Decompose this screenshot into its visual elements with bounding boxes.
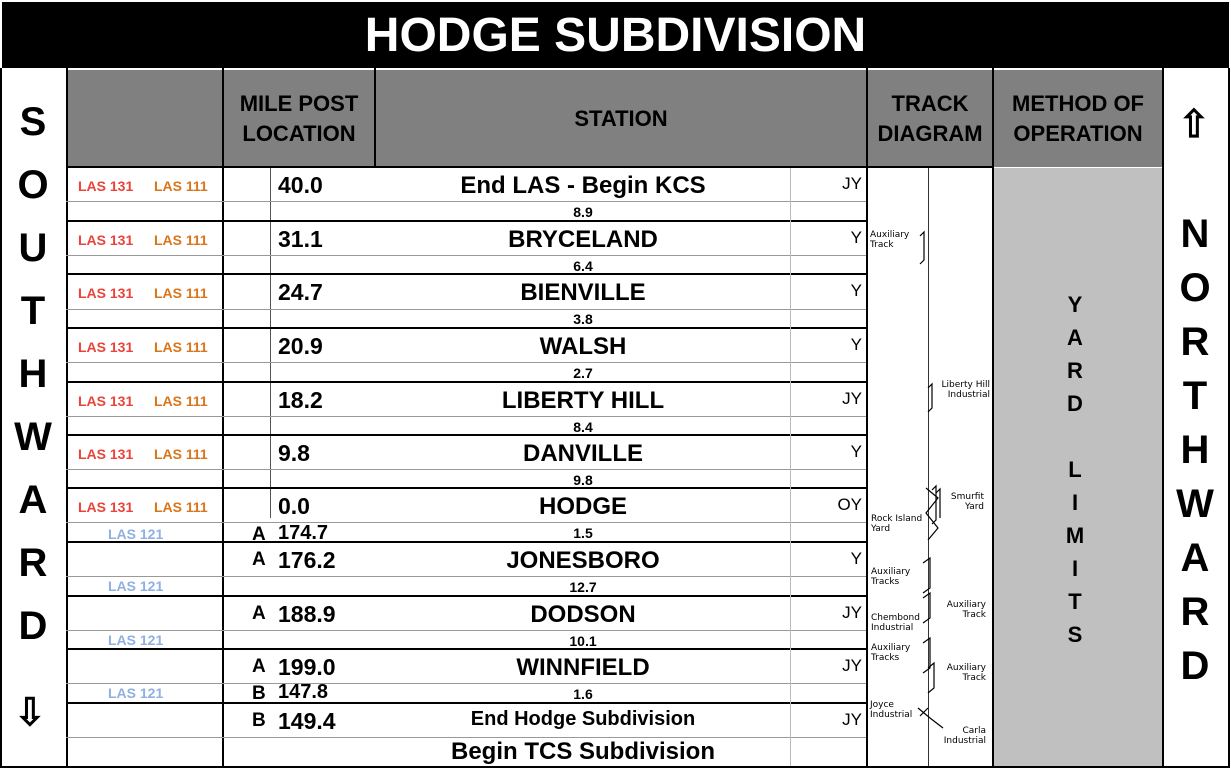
station-code: Y	[850, 549, 862, 568]
col-divider	[66, 68, 68, 768]
mile-post: 176.2	[278, 547, 336, 573]
station-code: Y	[850, 442, 862, 461]
col-divider	[1162, 68, 1164, 768]
las-ref: LAS 131	[78, 339, 134, 355]
track-label: Liberty Hill Industrial	[941, 380, 990, 400]
station-code: JY	[842, 710, 862, 729]
header-method	[994, 70, 1162, 167]
station-name: HODGE	[538, 493, 627, 520]
mile-post: 188.9	[278, 601, 336, 627]
station-name: End Hodge Subdivision	[470, 708, 696, 730]
distance: 12.7	[569, 579, 597, 595]
las-ref: LAS 131	[78, 499, 134, 515]
mp-prefix: B	[252, 710, 266, 731]
mile-post: 199.0	[278, 654, 336, 680]
distance: 10.1	[569, 633, 597, 649]
las-ref: LAS 111	[154, 499, 208, 515]
mp-prefix: A	[252, 603, 266, 624]
distance: 9.8	[573, 472, 593, 488]
northward-letter: A	[1180, 536, 1210, 580]
yard-limits-letter: M	[1065, 523, 1085, 548]
header-track-diagram-label: TRACK DIAGRAM	[877, 90, 983, 146]
station-code: OY	[837, 495, 862, 514]
track-label: Auxiliary Tracks	[871, 567, 911, 587]
sub-line	[66, 201, 866, 202]
sub-line	[66, 362, 866, 363]
mile-post: 149.4	[278, 708, 336, 734]
track-siding	[918, 708, 943, 728]
station-code: JY	[842, 603, 862, 622]
station-name: WALSH	[539, 333, 627, 360]
mp-prefix: A	[252, 524, 266, 545]
track-label: Auxiliary Track	[946, 600, 986, 620]
header-mile-post	[224, 70, 374, 167]
station-name: DODSON	[530, 601, 636, 628]
southward-letter: R	[18, 541, 48, 585]
northward-letter: W	[1176, 482, 1214, 526]
mile-post: 9.8	[278, 440, 310, 466]
code-divider	[790, 168, 791, 766]
sub-line	[66, 416, 866, 417]
las-ref: LAS 131	[78, 285, 134, 301]
yard-limits-letter: T	[1068, 589, 1082, 614]
track-label: Auxiliary Track	[870, 230, 910, 250]
border-right	[1228, 68, 1230, 768]
las-ref: LAS 111	[154, 339, 208, 355]
northward-letter: R	[1180, 320, 1210, 364]
sub-line	[66, 255, 866, 256]
mp-prefix: A	[252, 656, 266, 677]
las-ref: LAS 111	[154, 178, 208, 194]
row-line	[66, 541, 868, 543]
header-method-label: METHOD OF OPERATION	[1012, 90, 1144, 146]
yard-limits-letter: S	[1067, 622, 1083, 647]
track-label: Joyce Industrial	[870, 700, 913, 720]
las-ref: LAS 131	[78, 393, 134, 409]
las-ref: LAS 111	[154, 285, 208, 301]
mile-post: 147.8	[278, 681, 329, 703]
border-bottom	[0, 766, 1230, 768]
station-name: BIENVILLE	[520, 279, 646, 306]
track-label: Auxiliary Track	[946, 663, 986, 683]
yard-limits-letter: I	[1071, 490, 1079, 515]
yard-limits-letter: L	[1068, 457, 1082, 482]
header-station: STATION	[376, 70, 866, 167]
distance: 8.9	[573, 204, 593, 220]
row-line	[66, 595, 868, 597]
track-label: Chembond Industrial	[871, 613, 920, 633]
distance: 2.7	[573, 365, 593, 381]
track-siding	[920, 232, 924, 264]
distance: 1.5	[573, 525, 593, 541]
row-line	[66, 381, 868, 383]
las-ref: LAS 111	[154, 232, 208, 248]
sub-line	[66, 683, 866, 684]
mile-post: 40.0	[278, 172, 323, 198]
track-label: Auxiliary Tracks	[871, 643, 911, 663]
southward-letter: T	[20, 289, 46, 333]
sub-line	[66, 630, 866, 631]
border-left	[0, 68, 2, 768]
yard-limits-letter: D	[1067, 391, 1083, 416]
southward-letter: O	[17, 163, 49, 207]
yard-limits-letter: I	[1071, 556, 1079, 581]
station-code: JY	[842, 174, 862, 193]
track-siding	[923, 558, 930, 593]
distance: 8.4	[573, 419, 593, 435]
station-name: LIBERTY HILL	[501, 387, 665, 414]
sub-line	[66, 469, 866, 470]
yard-limits-letter: Y	[1067, 292, 1083, 317]
track-siding	[928, 663, 934, 693]
distance: 6.4	[573, 258, 593, 274]
southward-letter: D	[18, 604, 48, 648]
track-siding	[923, 593, 930, 623]
track-label: Carla Industrial	[943, 726, 986, 746]
las-ref: LAS 121	[108, 526, 164, 542]
track-label: Rock Island Yard	[871, 514, 923, 534]
yard-limits-letter: A	[1067, 325, 1083, 350]
mile-post: 24.7	[278, 279, 323, 305]
northward-letter: D	[1180, 644, 1210, 688]
las-ref: LAS 131	[78, 232, 134, 248]
southward-letter: S	[19, 100, 47, 144]
col-divider	[374, 68, 376, 168]
mp-prefix: A	[252, 549, 266, 570]
header-track-diagram	[868, 70, 992, 167]
sub-line	[66, 309, 866, 310]
southward-letter: U	[18, 226, 48, 270]
col-divider	[992, 68, 994, 768]
las-ref: LAS 111	[154, 446, 208, 462]
track-siding	[928, 384, 932, 412]
southward-letter: W	[14, 415, 52, 459]
station-name: BRYCELAND	[508, 226, 658, 253]
yard-limits-letter: R	[1067, 358, 1083, 383]
station-code: Y	[850, 281, 862, 300]
distance: 3.8	[573, 311, 593, 327]
row-line	[66, 327, 868, 329]
station-name: DANVILLE	[523, 440, 643, 467]
station-code: JY	[842, 656, 862, 675]
page-title: HODGE SUBDIVISION	[2, 2, 1229, 68]
up-arrow-icon: ⇧	[1178, 104, 1210, 146]
mile-post: 18.2	[278, 387, 323, 413]
mp-prefix: B	[252, 683, 266, 704]
row-line	[66, 220, 868, 222]
las-ref: LAS 131	[78, 446, 134, 462]
las-ref: LAS 131	[78, 178, 134, 194]
header-mile-post-label: MILE POST LOCATION	[239, 90, 359, 146]
sub-line	[66, 522, 866, 523]
col-divider	[222, 68, 224, 768]
distance: 1.6	[573, 686, 593, 702]
las-ref: LAS 121	[108, 632, 164, 648]
las-ref: LAS 121	[108, 685, 164, 701]
northward-letter: N	[1180, 212, 1210, 256]
station-code: Y	[850, 335, 862, 354]
northward-letter: H	[1180, 428, 1210, 472]
las-ref: LAS 121	[108, 578, 164, 594]
row-line	[66, 702, 868, 704]
track-label: Smurfit Yard	[950, 492, 984, 512]
header-blank	[68, 70, 222, 167]
mile-post: 0.0	[278, 493, 310, 519]
sub-line	[66, 576, 866, 577]
northward-letter: O	[1179, 266, 1211, 310]
southward-letter: A	[18, 478, 48, 522]
station-name: JONESBORO	[506, 547, 660, 574]
down-arrow-icon: ⇩	[14, 692, 46, 734]
las-ref: LAS 111	[154, 393, 208, 409]
northward-letter: T	[1182, 374, 1208, 418]
header-bottom	[66, 166, 994, 168]
mile-post: 31.1	[278, 226, 323, 252]
mile-post: 174.7	[278, 522, 329, 544]
station-name: End LAS - Begin KCS	[460, 172, 706, 199]
station-code: Y	[850, 228, 862, 247]
northward-letter: R	[1180, 590, 1210, 634]
southward-letter: H	[18, 352, 48, 396]
station-code: JY	[842, 389, 862, 408]
station-name: WINNFIELD	[516, 654, 650, 681]
station-name: Begin TCS Subdivision	[450, 738, 715, 765]
mile-post: 20.9	[278, 333, 323, 359]
